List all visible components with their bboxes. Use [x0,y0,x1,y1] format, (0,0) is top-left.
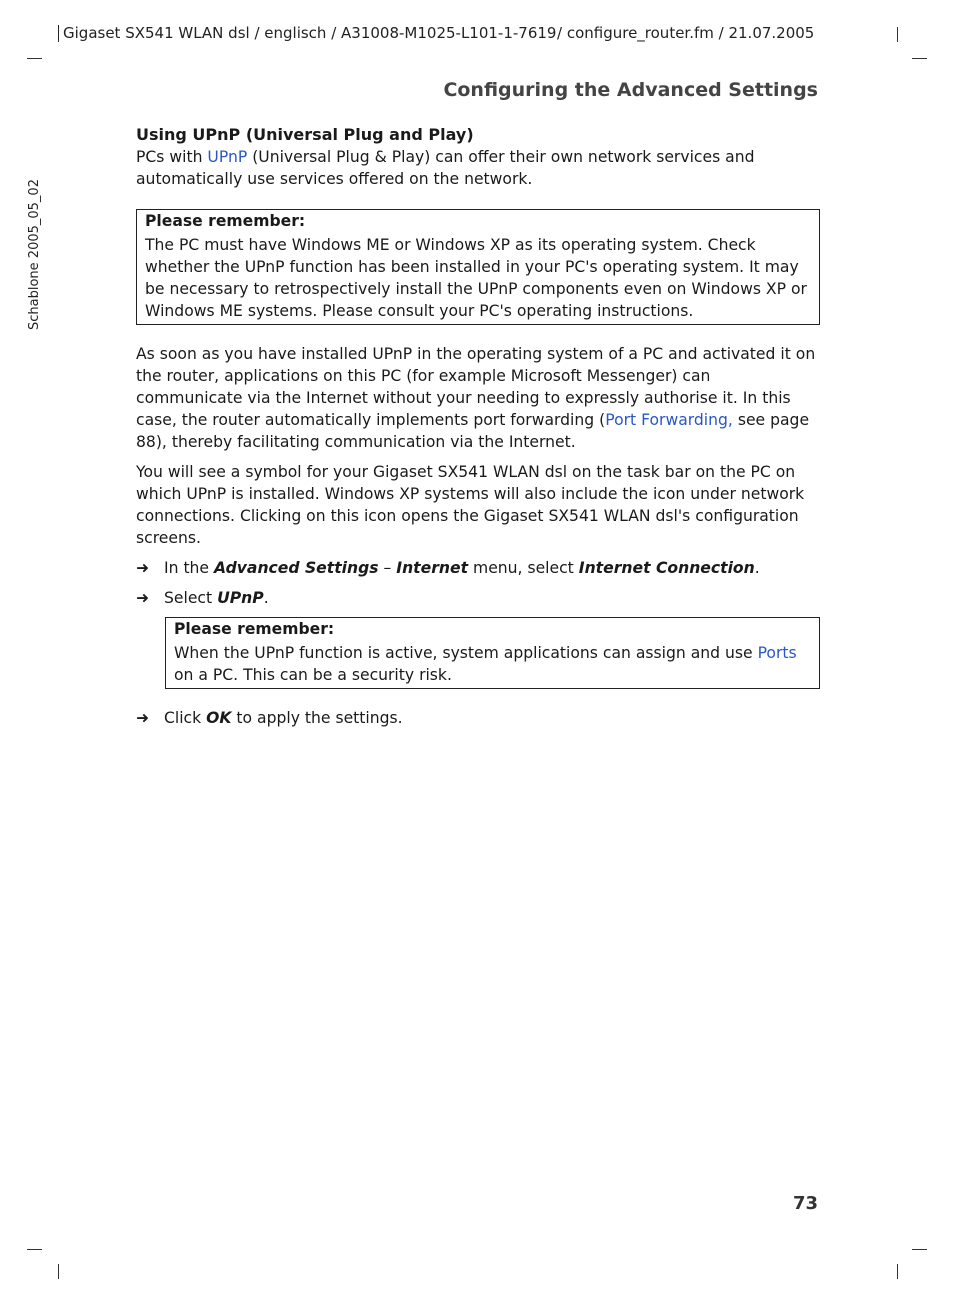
menu-advanced-settings: Advanced Settings [214,559,379,577]
crop-mark [27,58,42,59]
arrow-icon: ➜ [136,589,150,607]
crop-mark [58,1264,59,1279]
header-divider [58,25,59,40]
arrow-icon: ➜ [136,559,150,577]
port-forwarding-link[interactable]: Port Forwarding, [605,411,733,429]
step-select-upnp: ➜ Select UPnP. [136,589,269,607]
header-file-date: / configure_router.fm / 21.07.2005 [557,24,815,42]
crop-mark [897,1264,898,1279]
intro-paragraph: PCs with UPnP (Universal Plug & Play) can offer their own network services and automatically use services offered on the network. [136,148,755,188]
upnp-link[interactable]: UPnP [207,148,248,166]
note-box-requirements [136,209,820,325]
crop-mark [912,58,927,59]
note-title: Please remember: [174,620,335,638]
section-title: Configuring the Advanced Settings [443,79,818,101]
menu-internet-connection: Internet Connection [578,559,755,577]
note-text: When the UPnP function is active, system applications can assign and use Ports on a PC. This can be a security risk. [174,644,797,684]
ports-link[interactable]: Ports [757,644,797,662]
header-doc-id: Gigaset SX541 WLAN dsl / englisch / A31008-M1025-L101-1-7619 [63,24,557,42]
note-text: The PC must have Windows ME or Windows XP as its operating system. Check whether the UPnP function has been installed in your PC's operating system. It may be necessary to retrospectively install the UPnP components even on Windows XP or Windows ME systems. Please consult your PC's operating instructions. [145,236,807,320]
crop-mark [897,27,898,42]
step-select-internet-connection: ➜ In the Advanced Settings – Internet menu, select Internet Connection. [136,559,760,577]
menu-internet: Internet [396,559,469,577]
paragraph-taskbar-symbol: You will see a symbol for your Gigaset SX541 WLAN dsl on the task bar on the PC on which UPnP is installed. Windows XP systems will also include the icon under network connections. Clicking on this icon opens the Gigaset SX541 WLAN dsl's configuration screens. [136,463,805,547]
page-number: 73 [792,1193,818,1214]
arrow-icon: ➜ [136,709,150,727]
crop-mark [912,1249,927,1250]
option-upnp: UPnP [217,589,264,607]
crop-mark [27,1249,42,1250]
note-box-security [165,617,820,689]
running-header-left [58,24,556,42]
ok-label: OK [206,709,232,727]
note-title: Please remember: [145,212,306,230]
running-header-right [557,24,814,42]
step-click-ok: ➜ Click OK to apply the settings. [136,709,403,727]
page-content [136,124,820,729]
paragraph-port-forwarding: As soon as you have installed UPnP in the operating system of a PC and activated it on the router, applications on this PC (for example Microsoft Messenger) can communicate via the Internet without your needing to expressly authorise it. In this case, the router automatically implements port forwarding (Port Forwarding, see page 88), thereby facilitating communication via the Internet. [136,345,816,451]
heading: Using UPnP (Universal Plug and Play) [136,125,474,144]
side-template-label: Schablone 2005_05_02 [27,179,42,330]
